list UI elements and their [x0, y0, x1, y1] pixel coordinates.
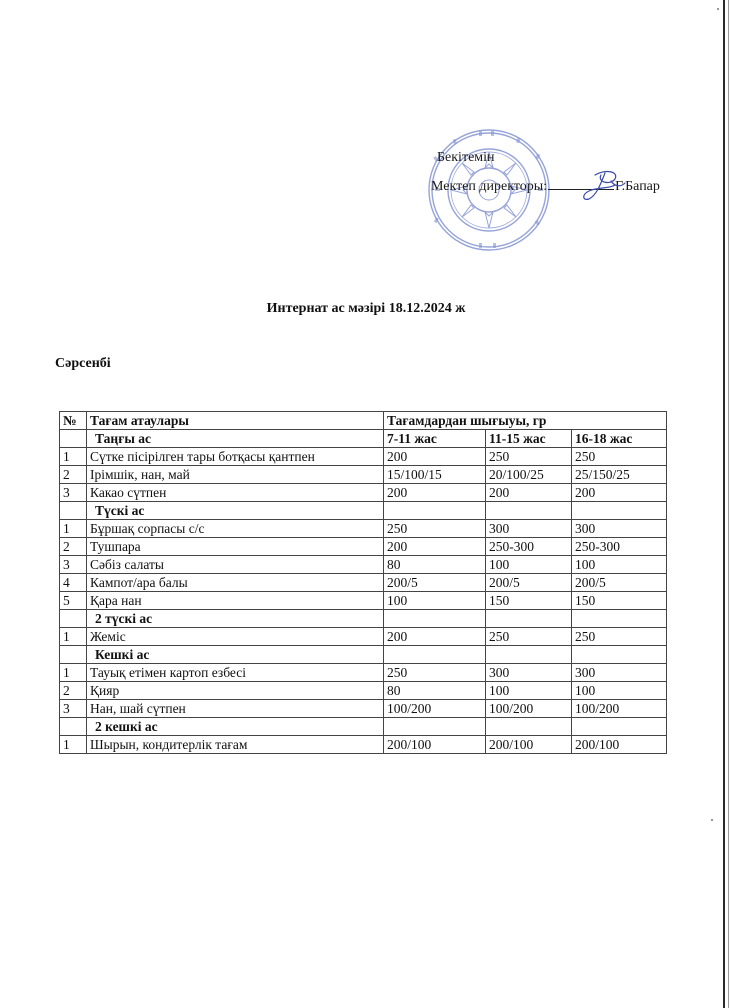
menu-table	[59, 411, 667, 754]
table-row	[60, 484, 667, 502]
portion-value: 250	[572, 448, 667, 466]
item-number: 3	[60, 484, 87, 502]
portion-value: 200/5	[384, 574, 486, 592]
portion-value: 200	[384, 538, 486, 556]
portion-value: 100	[486, 556, 572, 574]
item-number: 1	[60, 628, 87, 646]
day-of-week: Сәрсенбі	[55, 356, 111, 371]
table-row	[60, 556, 667, 574]
item-number: 1	[60, 664, 87, 682]
age-group-header: 11-15 жас	[486, 430, 572, 448]
portion-value: 200	[572, 484, 667, 502]
portion-value: 25/150/25	[572, 466, 667, 484]
dish-name: Қияр	[87, 682, 384, 700]
portion-value: 200	[384, 448, 486, 466]
dish-name: Тушпара	[87, 538, 384, 556]
item-number: 1	[60, 736, 87, 754]
scan-edge-shadow	[728, 0, 729, 1008]
table-row	[60, 700, 667, 718]
table-row	[60, 520, 667, 538]
portion-value: 250-300	[572, 538, 667, 556]
section-num-cell	[60, 502, 87, 520]
empty-cell	[384, 610, 486, 628]
dish-name: Ірімшік, нан, май	[87, 466, 384, 484]
document-title: Интернат ас мәзірі 18.12.2024 ж	[266, 301, 466, 316]
portion-value: 100/200	[384, 700, 486, 718]
empty-cell	[572, 646, 667, 664]
item-number: 3	[60, 556, 87, 574]
section-row	[60, 502, 667, 520]
portion-value: 200/100	[384, 736, 486, 754]
dish-name: Сүтке пісірілген тары ботқасы қантпен	[87, 448, 384, 466]
table-row	[60, 538, 667, 556]
section-num-cell	[60, 646, 87, 664]
portion-value: 200/5	[486, 574, 572, 592]
item-number: 2	[60, 466, 87, 484]
portion-value: 300	[486, 520, 572, 538]
item-number: 1	[60, 520, 87, 538]
portion-value: 100/200	[572, 700, 667, 718]
portion-value: 250	[572, 628, 667, 646]
portion-value: 250	[486, 628, 572, 646]
empty-cell	[384, 718, 486, 736]
table-row	[60, 682, 667, 700]
table-row	[60, 574, 667, 592]
portion-value: 150	[486, 592, 572, 610]
handwritten-signature	[575, 165, 635, 205]
portion-value: 250	[384, 664, 486, 682]
portion-value: 150	[572, 592, 667, 610]
item-number: 3	[60, 700, 87, 718]
portion-value: 15/100/15	[384, 466, 486, 484]
section-title: Таңғы ас	[87, 430, 384, 448]
dish-name: Тауық етімен картоп езбесі	[87, 664, 384, 682]
portion-value: 200/100	[572, 736, 667, 754]
col-yield-header: Тағамдардан шығыуы, гр	[384, 412, 667, 430]
section-row	[60, 718, 667, 736]
dish-name: Кампот/ара балы	[87, 574, 384, 592]
col-name-header: Тағам атаулары	[87, 412, 384, 430]
director-name: Г.Бапар	[615, 179, 660, 194]
dish-name: Сәбіз салаты	[87, 556, 384, 574]
portion-value: 200	[384, 484, 486, 502]
portion-value: 200	[384, 628, 486, 646]
section-num-cell	[60, 610, 87, 628]
portion-value: 200	[486, 484, 572, 502]
section-num-cell	[60, 430, 87, 448]
portion-value: 100/200	[486, 700, 572, 718]
dish-name: Какао сүтпен	[87, 484, 384, 502]
table-header-row	[60, 412, 667, 430]
section-title: Кешкі ас	[87, 646, 384, 664]
item-number: 4	[60, 574, 87, 592]
empty-cell	[486, 502, 572, 520]
section-title: 2 түскі ас	[87, 610, 384, 628]
section-row	[60, 610, 667, 628]
table-row	[60, 466, 667, 484]
portion-value: 80	[384, 556, 486, 574]
item-number: 2	[60, 538, 87, 556]
portion-value: 250	[486, 448, 572, 466]
empty-cell	[572, 610, 667, 628]
portion-value: 100	[486, 682, 572, 700]
table-row	[60, 664, 667, 682]
portion-value: 200/100	[486, 736, 572, 754]
empty-cell	[384, 646, 486, 664]
section-row	[60, 430, 667, 448]
scan-edge	[723, 0, 725, 1008]
col-num-header: №	[60, 412, 87, 430]
portion-value: 250	[384, 520, 486, 538]
empty-cell	[486, 718, 572, 736]
dish-name: Нан, шай сүтпен	[87, 700, 384, 718]
empty-cell	[572, 502, 667, 520]
table-row	[60, 592, 667, 610]
portion-value: 300	[486, 664, 572, 682]
empty-cell	[572, 718, 667, 736]
portion-value: 100	[384, 592, 486, 610]
portion-value: 80	[384, 682, 486, 700]
table-row	[60, 736, 667, 754]
portion-value: 300	[572, 664, 667, 682]
dish-name: Шырын, кондитерлік тағам	[87, 736, 384, 754]
portion-value: 200/5	[572, 574, 667, 592]
empty-cell	[486, 610, 572, 628]
empty-cell	[384, 502, 486, 520]
menu-table-body	[60, 430, 667, 754]
portion-value: 100	[572, 556, 667, 574]
portion-value: 100	[572, 682, 667, 700]
portion-value: 300	[572, 520, 667, 538]
portion-value: 250-300	[486, 538, 572, 556]
section-title: 2 кешкі ас	[87, 718, 384, 736]
section-title: Түскі ас	[87, 502, 384, 520]
age-group-header: 7-11 жас	[384, 430, 486, 448]
item-number: 5	[60, 592, 87, 610]
age-group-header: 16-18 жас	[572, 430, 667, 448]
approval-label: Бекітемін	[437, 150, 495, 165]
item-number: 1	[60, 448, 87, 466]
empty-cell	[486, 646, 572, 664]
dish-name: Бұршақ сорпасы с/с	[87, 520, 384, 538]
section-row	[60, 646, 667, 664]
portion-value: 20/100/25	[486, 466, 572, 484]
director-label: Мектеп директоры:	[431, 179, 548, 194]
dish-name: Жеміс	[87, 628, 384, 646]
item-number: 2	[60, 682, 87, 700]
scan-speck	[717, 8, 719, 10]
dish-name: Қара нан	[87, 592, 384, 610]
section-num-cell	[60, 718, 87, 736]
table-row	[60, 448, 667, 466]
table-row	[60, 628, 667, 646]
scan-speck	[711, 819, 713, 821]
